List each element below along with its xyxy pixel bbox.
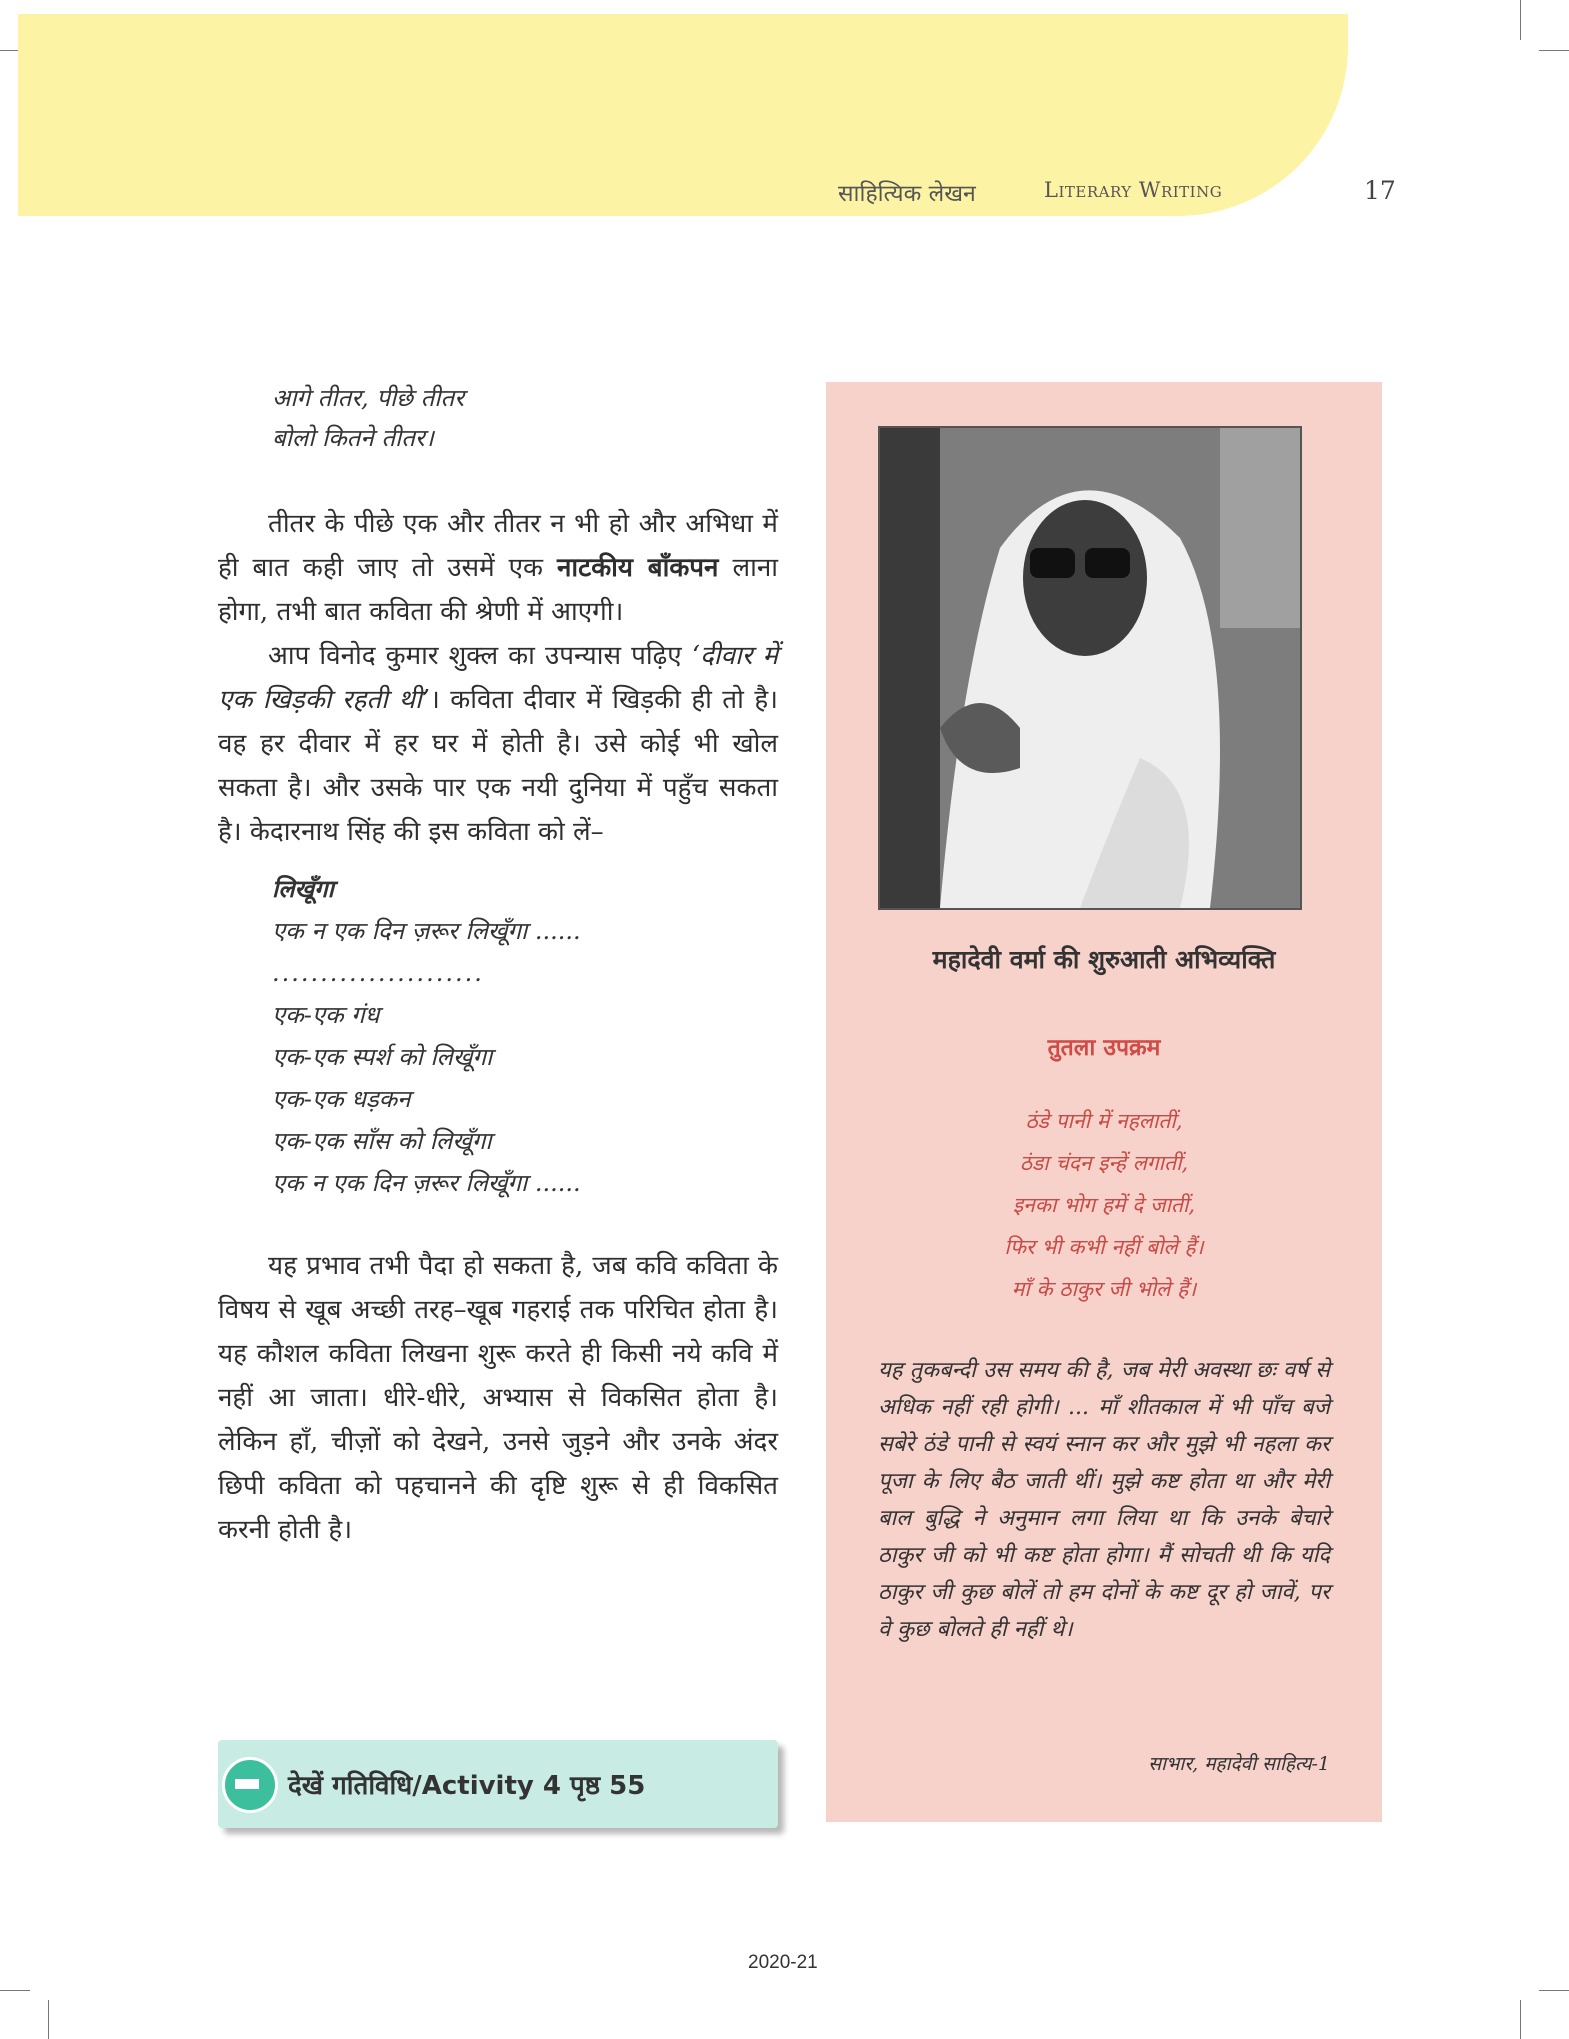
portrait-image [880, 428, 1300, 908]
footer-year: 2020-21 [748, 1952, 818, 1973]
paragraph-text: लाना होगा, तभी बात कविता की श्रेणी में आएगी। [218, 553, 778, 627]
poem-line: एक न एक दिन ज़रूर लिखूँगा ...... [272, 1169, 581, 1197]
crop-mark [1520, 0, 1521, 40]
page-number: 17 [1364, 176, 1396, 205]
paragraph-2 [218, 634, 778, 854]
sidebar-box [826, 382, 1382, 1822]
verse-line: बोलो कितने तीतर। [272, 424, 434, 452]
sidebar-caption: महादेवी वर्मा की शुरुआती अभिव्यक्ति [932, 945, 1276, 974]
poem-line: माँ के ठाकुर जी भोले हैं। [1011, 1277, 1197, 1301]
poem-title: लिखूँगा [272, 874, 334, 903]
main-text-column [218, 378, 778, 1552]
paragraph-1 [218, 502, 778, 634]
paragraph-3: यह प्रभाव तभी पैदा हो सकता है, जब कवि कविता के विषय से खूब अच्छी तरह–खूब गहराई तक परिचित होता है। यह कौशल कविता लिखना शुरू करते ही किसी नये कवि में नहीं आ जाता। धीरे-धीरे, अभ्यास से विकसित होता है। लेकिन हाँ, चीज़ों को देखने, उनसे जुड़ने और उनके अंदर छिपी कविता को पहचानने की दृष्टि शुरू से ही विकसित करनी होती है। [218, 1251, 778, 1545]
opening-verse [272, 378, 778, 458]
poem-line: इनका भोग हमें दे जातीं, [1012, 1193, 1196, 1217]
activity-label: देखें गतिविधि/Activity 4 पृष्ठ 55 [288, 1771, 646, 1801]
poem-line: एक-एक धड़कन [272, 1085, 411, 1113]
bold-phrase: नाटकीय बाँकपन [556, 553, 719, 583]
header-title-hindi: साहित्यिक लेखन [838, 181, 976, 207]
crop-mark [1520, 2000, 1521, 2039]
poem-line: एक-एक गंध [272, 1001, 380, 1029]
paragraph-text: । कविता दीवार में खिड़की ही तो है। वह हर दीवार में हर घर में होती है। उसे कोई भी खोल सकता है। और उसके पार एक नयी दुनिया में पहुँच सकता है। केदारनाथ सिंह की इस कविता को लें– [218, 685, 778, 847]
poem-line: एक न एक दिन ज़रूर लिखूँगा ...... [272, 917, 581, 945]
sidebar-poem-title: तुतला उपक्रम [1047, 1035, 1161, 1061]
poem-likhunga [272, 868, 778, 1204]
activity-link-box[interactable] [218, 1740, 778, 1828]
sidebar-poem [826, 1100, 1382, 1310]
crop-mark [1539, 1990, 1569, 1991]
poem-line: ...................... [272, 959, 484, 987]
crop-mark [0, 1990, 30, 1991]
sidebar-source: साभार, महादेवी साहित्य-1 [1148, 1753, 1330, 1775]
portrait-photo [878, 426, 1302, 910]
poem-line: एक-एक साँस को लिखूँगा [272, 1127, 492, 1155]
sidebar-prose: यह तुकबन्दी उस समय की है, जब मेरी अवस्था छः वर्ष से अधिक नहीं रही होगी। ... माँ शीतकाल में भी पाँच बजे सबेरे ठंडे पानी से स्वयं स्नान कर और मुझे भी नहला कर पूजा के लिए बैठ जाती थीं। मुझे कष्ट होता था और मेरी बाल बुद्धि ने अनुमान लगा लिया था कि उनके बेचारे ठाकुर जी को भी कष्ट होता होगा। मैं सोचती थी कि यदि ठाकुर जी कुछ बोलें तो हम दोनों के कष्ट दूर हो जावें, पर वे कुछ बोलते ही नहीं थे। [878, 1358, 1330, 1642]
poem-line: ठंडे पानी में नहलातीं, [1025, 1109, 1183, 1133]
poem-line: ठंडा चंदन इन्हें लगातीं, [1019, 1151, 1189, 1175]
poem-line: फिर भी कभी नहीं बोले हैं। [1004, 1235, 1204, 1259]
novel-title: ‘दीवार में एक खिड़की रहती थी’ [218, 641, 778, 715]
arrow-right-icon [222, 1757, 278, 1813]
verse-line: आगे तीतर, पीछे तीतर [272, 384, 465, 412]
crop-mark [1539, 50, 1569, 51]
paragraph-text: आप विनोद कुमार शुक्ल का उपन्यास पढ़िए [268, 641, 692, 671]
paragraph-text: तीतर के पीछे एक और तीतर न भी हो और अभिधा में ही बात कही जाए तो उसमें एक [218, 509, 778, 583]
crop-mark [48, 2000, 49, 2039]
header-title-english: Literary Writing [1044, 178, 1223, 202]
poem-line: एक-एक स्पर्श को लिखूँगा [272, 1043, 493, 1071]
